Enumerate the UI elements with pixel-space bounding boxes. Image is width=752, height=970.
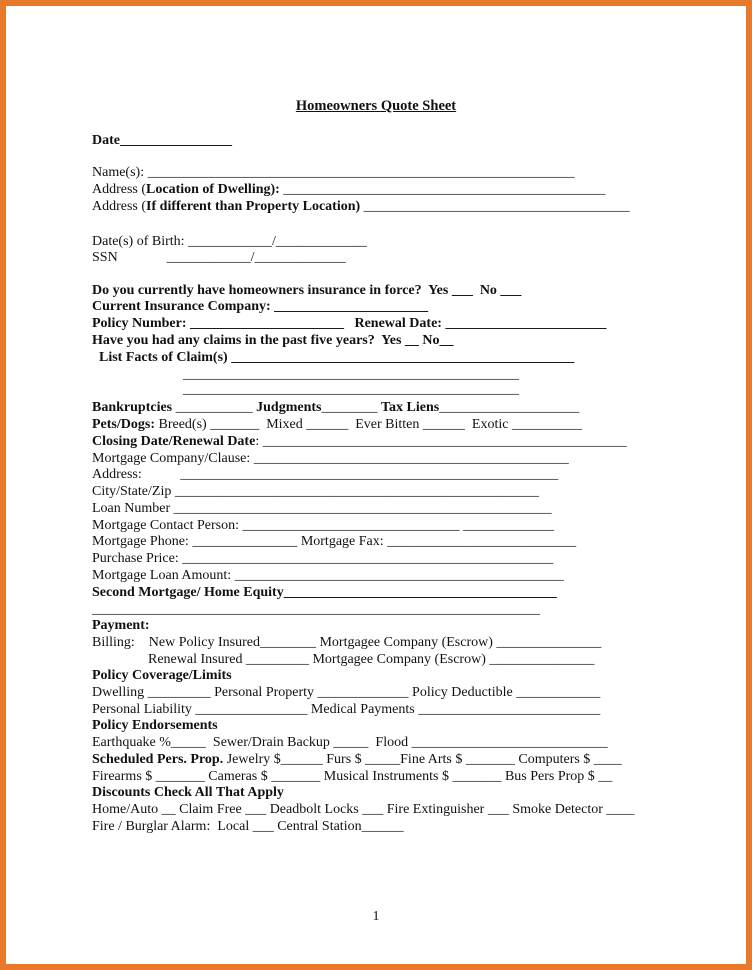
- address-different-bold: If different than Property Location): [146, 199, 361, 214]
- loan-number-line: Loan Number ______________________________________________________: [92, 501, 552, 516]
- mortgage-company-line: Mortgage Company/Clause: _____________________________________________: [92, 451, 569, 466]
- policy-coverage-heading: Policy Coverage/Limits: [92, 668, 232, 683]
- scheduled-property-label: Scheduled Pers. Prop.: [92, 752, 224, 767]
- personal-liability-line: Personal Liability ________________ Medical Payments __________________________: [92, 702, 601, 717]
- dob-line: Date(s) of Birth: ____________/_____________: [92, 234, 367, 249]
- bankruptcies-line: [92, 400, 579, 416]
- city-state-zip-line: City/State/Zip ____________________________________________________: [92, 484, 539, 499]
- document-page: [6, 6, 746, 964]
- names-line: Name(s): _____________________________________________________________: [92, 165, 575, 180]
- billing-line-1: Billing: New Policy Insured________ Mortgagee Company (Escrow) _______________: [92, 635, 602, 650]
- closing-date-label: Closing Date/Renewal Date: [92, 434, 256, 449]
- dwelling-line: Dwelling _________ Personal Property _____________ Policy Deductible ____________: [92, 685, 601, 700]
- closing-date-rest: : ____________________________________________________: [255, 434, 627, 449]
- bankruptcies-blank: ___________: [172, 400, 257, 415]
- page-number: 1: [372, 909, 380, 924]
- date-line: Date________________: [92, 133, 232, 148]
- mortgage-phone-line: Mortgage Phone: _______________ Mortgage Fax: ___________________________: [92, 534, 577, 549]
- billing-line-2: Renewal Insured _________ Mortgagee Company (Escrow) _______________: [92, 652, 595, 667]
- current-company-line: Current Insurance Company: ______________________: [92, 299, 429, 314]
- claims-line: Have you had any claims in the past five years? Yes __ No__: [92, 333, 454, 348]
- pets-rest: Breed(s) _______ Mixed ______ Ever Bitten ______ Exotic __________: [155, 417, 582, 432]
- fire-burglar-line: Fire / Burglar Alarm: Local ___ Central Station______: [92, 819, 404, 834]
- loan-amount-line: Mortgage Loan Amount: _______________________________________________: [92, 568, 564, 583]
- address-different-line: [92, 199, 630, 215]
- document-title: Homeowners Quote Sheet: [295, 98, 457, 114]
- policy-endorsements-heading: Policy Endorsements: [92, 718, 218, 733]
- mortgage-address-line: Address: ______________________________________________________: [92, 467, 559, 482]
- address-dwelling-line: [92, 182, 605, 198]
- closing-date-line: [92, 434, 627, 450]
- address-dwelling-blank: ______________________________________________: [279, 182, 606, 197]
- payment-heading: Payment:: [92, 618, 150, 633]
- scheduled-property-line: [92, 752, 622, 768]
- address-dwelling-bold: Location of Dwelling):: [146, 182, 280, 197]
- second-mortgage-blank-line: ________________________________________________________________: [92, 602, 540, 617]
- tax-liens-label: Tax Liens: [380, 400, 440, 415]
- scheduled-property-rest: Jewelry $______ Furs $ _____Fine Arts $ _______ Computers $ ____: [223, 752, 622, 767]
- second-mortgage-line: Second Mortgage/ Home Equity_______________________________________: [92, 585, 557, 600]
- address-different-blank: ______________________________________: [360, 199, 630, 214]
- discounts-heading: Discounts Check All That Apply: [92, 785, 284, 800]
- judgments-blank: ________: [321, 400, 381, 415]
- policy-number-line: Policy Number: ______________________ Renewal Date: _______________________: [92, 316, 607, 331]
- ssn-line: SSN ____________/_____________: [92, 250, 346, 265]
- pets-label: Pets/Dogs:: [92, 417, 155, 432]
- pets-line: [92, 417, 582, 433]
- home-auto-line: Home/Auto __ Claim Free ___ Deadbolt Locks ___ Fire Extinguisher ___ Smoke Detector ____: [92, 802, 635, 817]
- bankruptcies-label: Bankruptcies: [92, 400, 173, 415]
- firearms-line: Firearms $ _______ Cameras $ _______ Musical Instruments $ _______ Bus Pers Prop $ __: [92, 769, 613, 784]
- mortgage-contact-line: Mortgage Contact Person: _______________________________ _____________: [92, 518, 554, 533]
- purchase-price-line: Purchase Price: _____________________________________________________: [92, 551, 554, 566]
- facts-blank-line-1: ________________________________________________: [92, 367, 519, 382]
- insurance-in-force-line: Do you currently have homeowners insurance in force? Yes ___ No ___: [92, 283, 522, 298]
- judgments-label: Judgments: [256, 400, 322, 415]
- address-different-label: Address (: [92, 199, 147, 214]
- facts-of-claims-line: List Facts of Claim(s) _________________________________________________: [92, 350, 575, 365]
- earthquake-line: Earthquake %_____ Sewer/Drain Backup _____ Flood ____________________________: [92, 735, 608, 750]
- facts-blank-line-2: ________________________________________________: [92, 382, 519, 397]
- tax-liens-blank: ____________________: [439, 400, 580, 415]
- address-dwelling-label: Address (: [92, 182, 147, 197]
